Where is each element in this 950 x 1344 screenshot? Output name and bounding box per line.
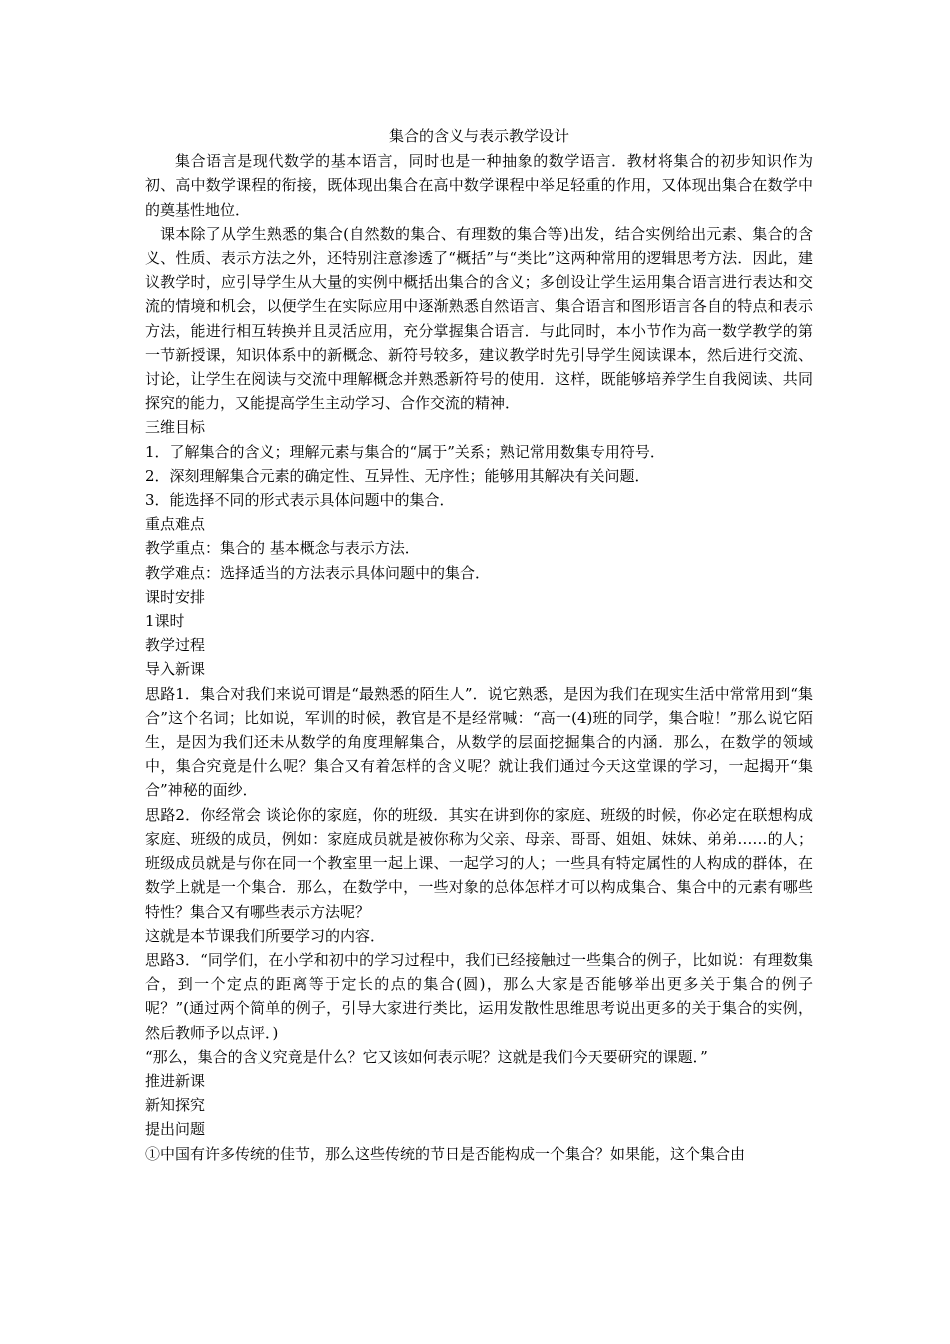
objective-item: 2．深刻理解集合元素的确定性、互异性、无序性；能够用其解决有关问题． xyxy=(145,466,650,485)
objectives-heading: 三维目标 xyxy=(145,418,206,437)
idea-2-paragraph: 思路2．你经常会 谈论你的家庭，你的班级．其实在讲到你的家庭、班级的时候，你必定在联想构成家庭、班级的成员，例如：家庭成员就是被你称为父亲、母亲、哥哥、姐姐、妹妹、弟弟……的人；班级成员就是与你在同一个教室里一起上课、一起学习的人；一些具有特定属性的人构成的群体，在数学上就是一个集合．那么，在数学中，一些对象的总体怎样才可以构成集合、集合中的元素有哪些特性？集合又有哪些表示方法呢？ xyxy=(145,805,813,921)
teaching-paragraph: 课本除了从学生熟悉的集合(自然数的集合、有理数的集合等)出发，结合实例给出元素、集合的含义、性质、表示方法之外，还特别注意渗透了“概括”与“类比”这两种常用的逻辑思考方法．因此，建议教学时，应引导学生从大量的实例中概括出集合的含义；多创设让学生运用集合语言进行表达和交流的情境和机会，以便学生在实际应用中逐渐熟悉自然语言、集合语言和图形语言各自的特点和表示方法，能进行相互转换并且灵活应用，充分掌握集合语言．与此同时，本小节作为高一数学教学的第一节新授课，知识体系中的新概念、新符号较多，建议教学时先引导学生阅读课本，然后进行交流、讨论，让学生在阅读与交流中理解概念并熟悉新符号的使用．这样，既能够培养学生自我阅读、共同探究的能力，又能提高学生主动学习、合作交流的精神． xyxy=(145,224,813,413)
intro-heading: 导入新课 xyxy=(145,660,206,679)
idea-1-paragraph: 思路1．集合对我们来说可谓是“最熟悉的陌生人”．说它熟悉，是因为我们在现实生活中常常用到“集合”这个名词；比如说，军训的时候，教官是不是经常喊：“高一(4)班的同学，集合啦！”那么说它陌生，是因为我们还未从数学的角度理解集合，从数学的层面挖掘集合的内涵．那么，在数学的领域中，集合究竟是什么呢？集合又有着怎样的含义呢？就让我们通过今天这堂课的学习，一起揭开“集合”神秘的面纱． xyxy=(145,684,813,800)
objective-item: 3．能选择不同的形式表示具体问题中的集合． xyxy=(145,491,455,510)
intro-paragraph: 集合语言是现代数学的基本语言，同时也是一种抽象的数学语言．教材将集合的初步知识作为初、高中数学课程的衔接，既体现出集合在高中数学课程中举足轻重的作用，又体现出集合在数学中的奠基性地位． xyxy=(145,152,813,219)
process-heading: 教学过程 xyxy=(145,636,206,655)
advance-heading: 推进新课 xyxy=(145,1071,206,1090)
schedule-value: 1课时 xyxy=(145,612,185,631)
explore-heading: 新知探究 xyxy=(145,1096,206,1115)
document-body xyxy=(145,124,813,1166)
document-title: 集合的含义与表示教学设计 xyxy=(388,127,569,145)
topic-quote: “那么，集合的含义究竟是什么？它又该如何表示呢？这就是我们今天要研究的课题．” xyxy=(145,1047,708,1066)
question-1: ①中国有许多传统的佳节，那么这些传统的节日是否能构成一个集合？如果能，这个集合由 xyxy=(145,1144,746,1163)
idea-3-paragraph: 思路3．“同学们，在小学和初中的学习过程中，我们已经接触过一些集合的例子，比如说：有理数集合，到一个定点的距离等于定长的点的集合(圆)，那么大家是否能够举出更多关于集合的例子呢？”(通过两个简单的例子，引导大家进行类比，运用发散性思维思考说出更多的关于集合的实例，然后教师予以点评．) xyxy=(145,950,813,1042)
schedule-heading: 课时安排 xyxy=(145,587,206,606)
idea-2-tail: 这就是本节课我们所要学习的内容． xyxy=(145,926,386,945)
difficulty-point: 教学难点：选择适当的方法表示具体问题中的集合． xyxy=(145,563,491,582)
objective-item: 1．了解集合的含义；理解元素与集合的“属于”关系；熟记常用数集专用符号． xyxy=(145,442,665,461)
key-point: 教学重点：集合的 基本概念与表示方法． xyxy=(145,539,420,558)
keypoints-heading: 重点难点 xyxy=(145,515,206,534)
question-heading: 提出问题 xyxy=(145,1120,206,1139)
